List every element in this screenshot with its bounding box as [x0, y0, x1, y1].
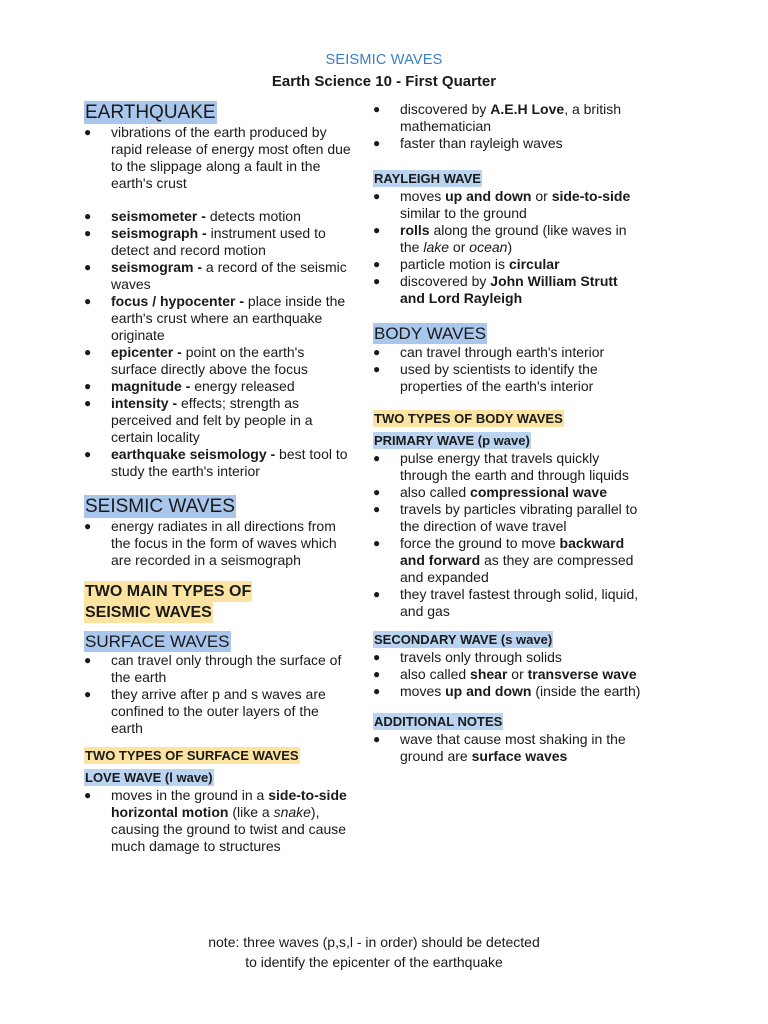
- term-focus: ● focus / hypocenter - place inside the earth's crust where an earthquake originate: [84, 293, 354, 344]
- right-column: [373, 101, 643, 765]
- earthquake-heading: EARTHQUAKE: [85, 102, 216, 123]
- surface-item-2: ● they arrive after p and s waves are confined to the outer layers of the earth: [84, 686, 354, 737]
- surface-waves-list: [84, 652, 354, 737]
- secondary-item-3: ● moves up and down (inside the earth): [373, 683, 643, 700]
- seismic-def-list: [84, 518, 354, 569]
- love-wave-heading: LOVE WAVE (l wave): [85, 770, 213, 785]
- two-types-surface-heading: TWO TYPES OF SURFACE WAVES: [85, 748, 299, 763]
- love-wave-list: [84, 787, 354, 855]
- body-item-2: ● used by scientists to identify the properties of the earth's interior: [373, 361, 643, 395]
- footer-line-1: note: three waves (p,s,l - in order) should be detected: [208, 934, 540, 950]
- rayleigh-item-2: ● rolls along the ground (like waves in the lake or ocean): [373, 222, 643, 256]
- secondary-item-1: ● travels only through solids: [373, 649, 643, 666]
- document-title: SEISMIC WAVES: [325, 52, 443, 68]
- surface-item-1: ● can travel only through the surface of the earth: [84, 652, 354, 686]
- love-discovered: ● discovered by A.E.H Love, a british mathematician: [373, 101, 643, 135]
- body-waves-heading: BODY WAVES: [374, 324, 487, 343]
- rayleigh-item-1: ● moves up and down or side-to-side similar to the ground: [373, 188, 643, 222]
- love-item-1: ● moves in the ground in a side-to-side horizontal motion (like a snake), causing the ground to twist and cause much damage to structures: [84, 787, 354, 855]
- seismic-waves-definition: ● energy radiates in all directions from the focus in the form of waves which are recorded in a seismograph: [84, 518, 354, 569]
- body-item-1: ● can travel through earth's interior: [373, 344, 643, 361]
- rayleigh-wave-heading: RAYLEIGH WAVE: [374, 171, 481, 186]
- footer-line-2: to identify the epicenter of the earthquake: [245, 954, 503, 970]
- earthquake-definition: ● vibrations of the earth produced by rapid release of energy most often due to the slippage along a fault in the earth's crust: [84, 124, 354, 192]
- primary-item-5: ● they travel fastest through solid, liquid, and gas: [373, 586, 643, 620]
- term-epicenter: ● epicenter - point on the earth's surface directly above the focus: [84, 344, 354, 378]
- left-column: [84, 101, 354, 855]
- document-subtitle: Earth Science 10 - First Quarter: [271, 73, 497, 90]
- primary-wave-heading: PRIMARY WAVE (p wave): [374, 433, 530, 448]
- love-faster: ● faster than rayleigh waves: [373, 135, 643, 152]
- term-earthquake-seismology: ● earthquake seismology - best tool to study the earth's interior: [84, 446, 354, 480]
- term-seismometer: ● seismometer - detects motion: [84, 208, 354, 225]
- secondary-wave-heading: SECONDARY WAVE (s wave): [374, 632, 553, 647]
- additional-notes-heading: ADDITIONAL NOTES: [374, 714, 503, 729]
- footer-note: [0, 932, 748, 972]
- body-waves-list: [373, 344, 643, 395]
- term-seismograph: ● seismograph - instrument used to detect and record motion: [84, 225, 354, 259]
- secondary-item-2: ● also called shear or transverse wave: [373, 666, 643, 683]
- seismic-waves-heading: SEISMIC WAVES: [85, 496, 235, 517]
- notes-item-1: ● wave that cause most shaking in the ground are surface waves: [373, 731, 643, 765]
- surface-waves-heading: SURFACE WAVES: [85, 632, 230, 651]
- primary-item-4: ● force the ground to move backward and forward as they are compressed and expanded: [373, 535, 643, 586]
- primary-item-3: ● travels by particles vibrating parallel to the direction of wave travel: [373, 501, 643, 535]
- primary-item-1: ● pulse energy that travels quickly through the earth and through liquids: [373, 450, 643, 484]
- term-seismogram: ● seismogram - a record of the seismic waves: [84, 259, 354, 293]
- secondary-list: [373, 649, 643, 700]
- term-magnitude: ● magnitude - energy released: [84, 378, 354, 395]
- two-types-body-heading: TWO TYPES OF BODY WAVES: [374, 411, 563, 426]
- rayleigh-list: [373, 188, 643, 307]
- two-main-types-heading: TWO MAIN TYPES OF SEISMIC WAVES: [85, 583, 252, 621]
- earthquake-def-list: [84, 124, 354, 192]
- love-cont-list: [373, 101, 643, 152]
- notes-list: [373, 731, 643, 765]
- term-intensity: ● intensity - effects; strength as perceived and felt by people in a certain locality: [84, 395, 354, 446]
- rayleigh-item-4: ● discovered by John William Strutt and Lord Rayleigh: [373, 273, 643, 307]
- primary-item-2: ● also called compressional wave: [373, 484, 643, 501]
- rayleigh-item-3: ● particle motion is circular: [373, 256, 643, 273]
- primary-list: [373, 450, 643, 620]
- terms-list: [84, 208, 354, 480]
